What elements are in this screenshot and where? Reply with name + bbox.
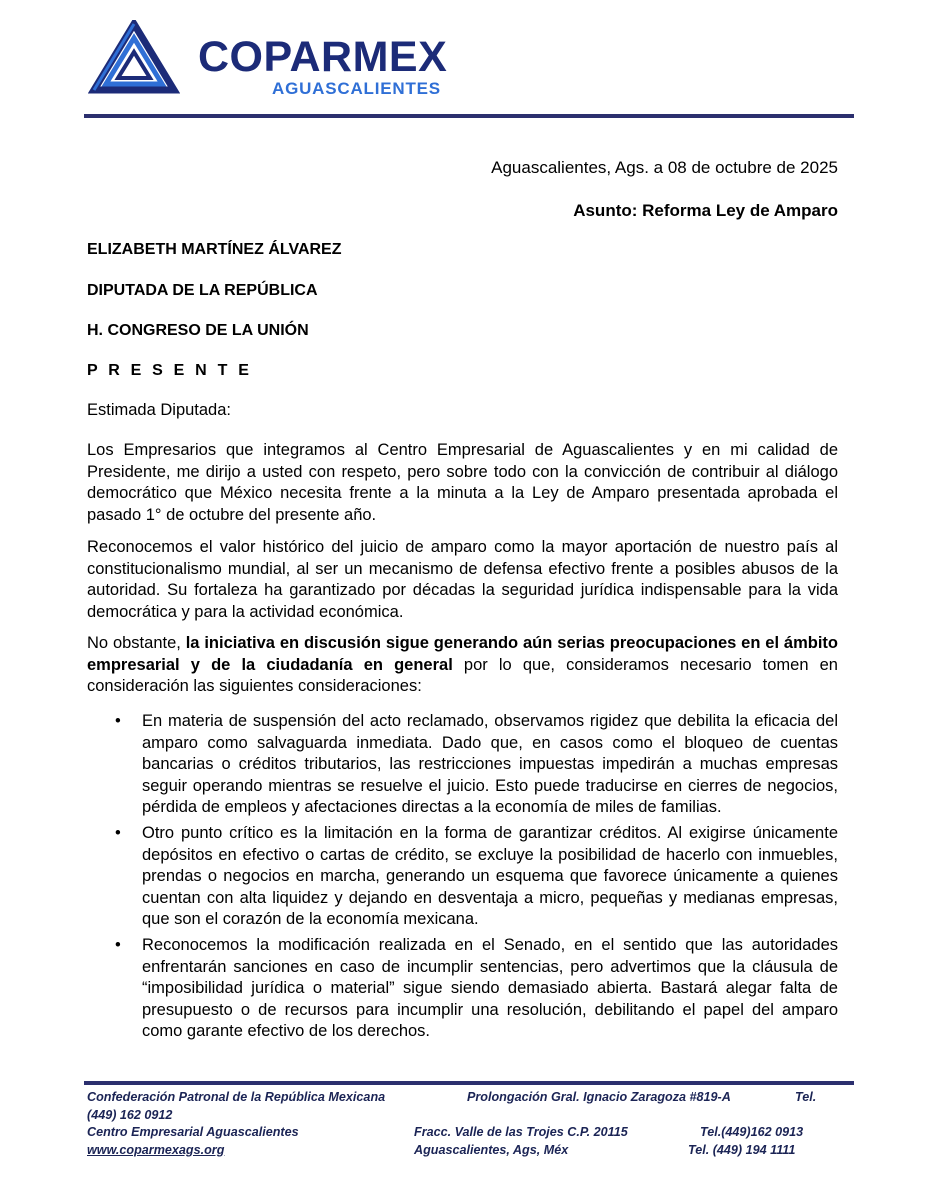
recipient-title: DIPUTADA DE LA REPÚBLICA: [87, 282, 318, 299]
footer-neighborhood: Fracc. Valle de las Trojes C.P. 20115: [414, 1125, 628, 1139]
footer-city: Aguascalientes, Ags, Méx: [414, 1142, 569, 1157]
coparmex-logo-icon: [88, 20, 180, 96]
list-item-text: Reconocemos la modificación realizada en el Senado, en el sentido que las autoridades enfrentarán sanciones en caso de incumplir sentencias, pero advertimos que la cláusula de “imposibilidad jurídica o material” sigue siendo demasiado abierta. Bastará alegar falta de presupuesto o de recursos para incumplir una resolución, debilitando el papel del amparo como garante efectivo de los derechos.: [142, 935, 838, 1041]
recipient-name: ELIZABETH MARTÍNEZ ÁLVAREZ: [87, 241, 342, 258]
body-paragraph-1: Los Empresarios que integramos al Centro Empresarial de Aguascalientes y en mi calidad de Presidente, me dirijo a usted con respeto, pero sobre todo con la convicción de contribuir al diálogo democrático que México necesita frente a la minuta a la Ley de Amparo presentada aprobada el pasado 1° de octubre del presente año.: [87, 441, 838, 524]
footer-tel-label: Tel.: [795, 1090, 817, 1104]
footer-divider: [84, 1081, 854, 1085]
footer-phone-3: Tel. (449) 194 1111: [688, 1142, 796, 1157]
paragraph-3-emphasis: la iniciativa en discusión sigue generando aún serias preocupaciones en el ámbito empresarial y de la ciudadanía en general: [87, 634, 838, 674]
salutation: Estimada Diputada:: [87, 401, 231, 419]
body-paragraph-2: Reconocemos el valor histórico del juicio de amparo como la mayor aportación de nuestro país al constitucionalismo mundial, al ser un mecanismo de defensa efectivo frente a posibles abusos de la autoridad. Su fortaleza ha garantizado por décadas la seguridad jurídica indispensable para la vida democrática y para la actividad económica.: [87, 538, 838, 621]
paragraph-3-start: No obstante,: [87, 634, 186, 652]
bullet-icon: •: [115, 935, 121, 954]
brand-subtitle: AGUASCALIENTES: [272, 79, 441, 98]
letter-date: Aguascalientes, Ags. a 08 de octubre de 2025: [491, 158, 838, 177]
bullet-icon: •: [115, 712, 121, 730]
footer-phone-1: (449) 162 0912: [87, 1107, 173, 1122]
footer-center-name: Centro Empresarial Aguascalientes: [87, 1125, 299, 1139]
bullet-icon: •: [115, 823, 121, 842]
list-item: [87, 711, 838, 819]
footer-org-name: Confederación Patronal de la República Mexicana: [87, 1090, 386, 1104]
presente-line: P R E S E N T E: [87, 362, 253, 379]
list-item: [87, 935, 838, 1043]
recipient-organization: H. CONGRESO DE LA UNIÓN: [87, 322, 309, 339]
list-item-text: Otro punto crítico es la limitación en la forma de garantizar créditos. Al exigirse únicamente depósitos en efectivo o cartas de crédito, se excluye la posibilidad de hacerlo con inmuebles, prendas o negocios en marcha, generando un esquema que favorece únicamente a quienes cuentan con alta liquidez y dejando en desventaja a micro, pequeñas y medianas empresas, que son el corazón de la economía mexicana.: [142, 823, 838, 929]
footer-address: Prolongación Gral. Ignacio Zaragoza #819-A: [467, 1090, 731, 1104]
footer-website-link[interactable]: www.coparmexags.org: [87, 1142, 225, 1157]
list-item-text: En materia de suspensión del acto reclamado, observamos rigidez que debilita la eficacia del amparo como salvaguarda inmediata. Dado que, en casos como el bloqueo de cuentas bancarias o créditos tributarios, las restricciones impuestas impedirán a muchas empresas seguir operando mientras se resuelve el juicio. Esto puede traducirse en cierres de negocios, pérdida de empleos y afectaciones directas a la economía de miles de familias.: [142, 712, 838, 817]
body-paragraph-3: [87, 633, 838, 698]
header-divider: [84, 114, 854, 118]
brand-name: COPARMEX: [198, 33, 448, 81]
footer-phone-2: Tel.(449)162 0913: [700, 1125, 804, 1139]
paragraph-3-end: por lo que, consideramos necesario tomen en consideración las siguientes consideraciones:: [87, 655, 838, 696]
letter-subject: Asunto: Reforma Ley de Amparo: [573, 201, 838, 220]
list-item: [87, 823, 838, 931]
concerns-list: [87, 711, 838, 1047]
